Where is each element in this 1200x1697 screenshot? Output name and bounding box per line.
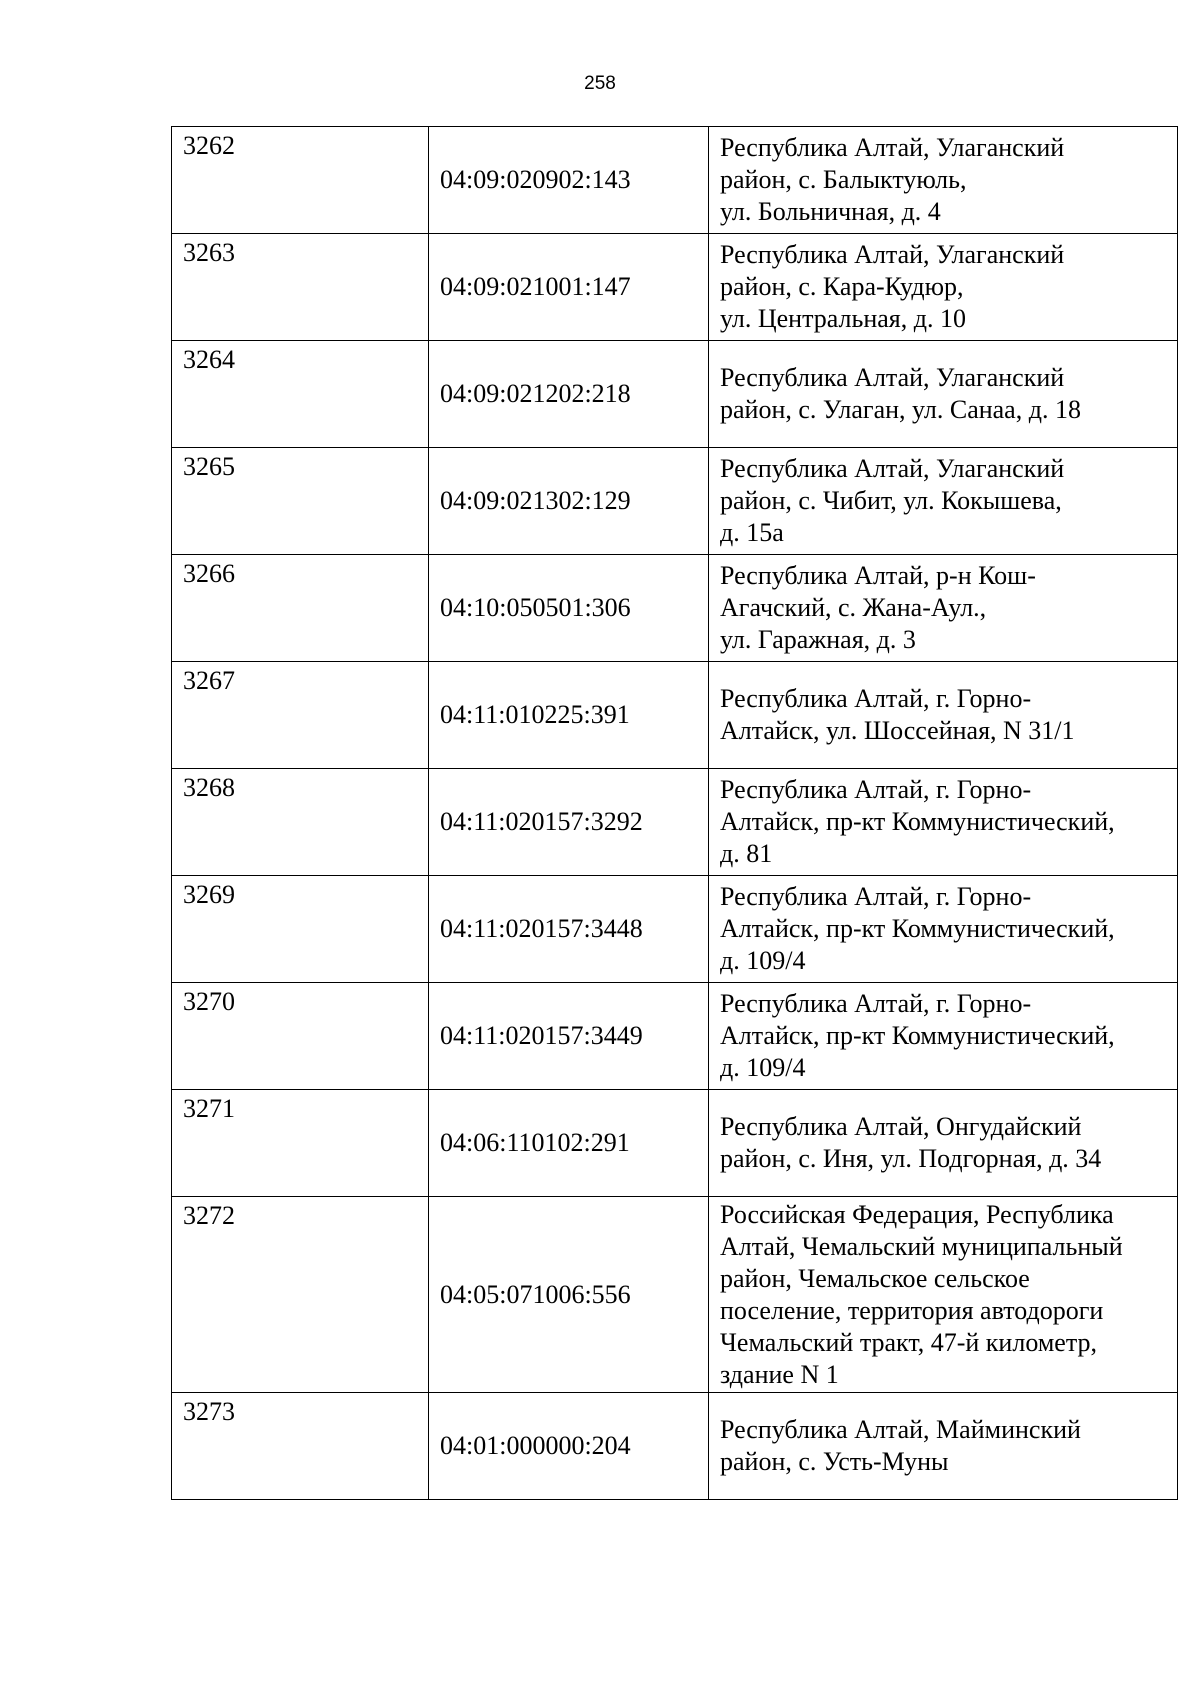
table-row xyxy=(172,555,1178,662)
address-cell xyxy=(709,1393,1178,1500)
address: Российская Федерация, Республика Алтай, Чемальский муниципальный район, Чемальское сельское поселение, территория автодороги Чемальский тракт, 47-й километр, здание N 1 xyxy=(720,1199,1123,1389)
address-cell xyxy=(709,769,1178,876)
cadastral-number: 04:11:020157:3449 xyxy=(440,1021,643,1050)
address: Республика Алтай, Улаганский район, с. Чибит, ул. Кокышева, д. 15а xyxy=(720,454,1065,547)
address-cell xyxy=(709,127,1178,234)
table-row xyxy=(172,341,1178,448)
row-number-cell xyxy=(172,448,429,555)
table-row xyxy=(172,1090,1178,1197)
address-cell xyxy=(709,448,1178,555)
address-cell xyxy=(709,555,1178,662)
table-row xyxy=(172,769,1178,876)
table-row xyxy=(172,1393,1178,1500)
address: Республика Алтай, г. Горно- Алтайск, ул. Шоссейная, N 31/1 xyxy=(720,684,1075,745)
cadastral-number-cell xyxy=(429,127,709,234)
cadastral-number: 04:09:020902:143 xyxy=(440,165,631,194)
cadastral-number-cell xyxy=(429,341,709,448)
table-row xyxy=(172,1197,1178,1393)
address-cell xyxy=(709,1090,1178,1197)
cadastral-number: 04:09:021302:129 xyxy=(440,486,631,515)
row-number: 3269 xyxy=(183,880,235,909)
registry-table-body xyxy=(172,127,1178,1500)
address-cell xyxy=(709,662,1178,769)
address: Республика Алтай, Онгудайский район, с. Иня, ул. Подгорная, д. 34 xyxy=(720,1112,1102,1173)
cadastral-number-cell xyxy=(429,1393,709,1500)
cadastral-number-cell xyxy=(429,662,709,769)
row-number: 3270 xyxy=(183,987,235,1016)
cadastral-number: 04:11:010225:391 xyxy=(440,700,630,729)
row-number: 3273 xyxy=(183,1397,235,1426)
row-number-cell xyxy=(172,234,429,341)
row-number: 3265 xyxy=(183,452,235,481)
cadastral-number-cell xyxy=(429,234,709,341)
row-number: 3267 xyxy=(183,666,235,695)
row-number-cell xyxy=(172,662,429,769)
table-row xyxy=(172,662,1178,769)
row-number: 3271 xyxy=(183,1094,235,1123)
row-number: 3264 xyxy=(183,345,235,374)
cadastral-number: 04:11:020157:3448 xyxy=(440,914,643,943)
row-number-cell xyxy=(172,1393,429,1500)
row-number-cell xyxy=(172,769,429,876)
cadastral-number: 04:09:021001:147 xyxy=(440,272,631,301)
page-number: 258 xyxy=(584,73,616,94)
cadastral-number-cell xyxy=(429,769,709,876)
row-number-cell xyxy=(172,127,429,234)
row-number-cell xyxy=(172,876,429,983)
cadastral-number: 04:05:071006:556 xyxy=(440,1279,631,1309)
cadastral-number: 04:11:020157:3292 xyxy=(440,807,643,836)
row-number-cell xyxy=(172,341,429,448)
address: Республика Алтай, г. Горно- Алтайск, пр-кт Коммунистический, д. 109/4 xyxy=(720,989,1115,1082)
registry-table xyxy=(171,126,1178,1500)
row-number: 3266 xyxy=(183,559,235,588)
address: Республика Алтай, Улаганский район, с. Кара-Кудюр, ул. Центральная, д. 10 xyxy=(720,240,1065,333)
address-cell xyxy=(709,341,1178,448)
table-row xyxy=(172,876,1178,983)
address: Республика Алтай, г. Горно- Алтайск, пр-кт Коммунистический, д. 109/4 xyxy=(720,882,1115,975)
row-number-cell xyxy=(172,1090,429,1197)
table-row xyxy=(172,448,1178,555)
row-number-cell xyxy=(172,555,429,662)
table-row xyxy=(172,127,1178,234)
cadastral-number-cell xyxy=(429,555,709,662)
address-cell xyxy=(709,876,1178,983)
row-number-cell xyxy=(172,983,429,1090)
address: Республика Алтай, Улаганский район, с. Балыктуюль, ул. Больничная, д. 4 xyxy=(720,133,1065,226)
table-row xyxy=(172,234,1178,341)
row-number: 3262 xyxy=(183,131,235,160)
address: Республика Алтай, г. Горно- Алтайск, пр-кт Коммунистический, д. 81 xyxy=(720,775,1115,868)
cadastral-number: 04:01:000000:204 xyxy=(440,1431,631,1460)
cadastral-number: 04:10:050501:306 xyxy=(440,593,631,622)
cadastral-number-cell xyxy=(429,448,709,555)
cadastral-number-cell xyxy=(429,983,709,1090)
address: Республика Алтай, Майминский район, с. Усть-Муны xyxy=(720,1415,1081,1476)
row-number: 3272 xyxy=(183,1201,235,1230)
row-number: 3268 xyxy=(183,773,235,802)
cadastral-number: 04:06:110102:291 xyxy=(440,1128,630,1157)
cadastral-number-cell xyxy=(429,1090,709,1197)
address: Республика Алтай, р-н Кош- Агачский, с. Жана-Аул., ул. Гаражная, д. 3 xyxy=(720,561,1036,654)
address-cell xyxy=(709,983,1178,1090)
cadastral-number-cell xyxy=(429,876,709,983)
cadastral-number-cell xyxy=(429,1197,709,1393)
row-number-cell xyxy=(172,1197,429,1393)
address-cell xyxy=(709,1197,1178,1393)
table-row xyxy=(172,983,1178,1090)
cadastral-number: 04:09:021202:218 xyxy=(440,379,631,408)
row-number: 3263 xyxy=(183,238,235,267)
address-cell xyxy=(709,234,1178,341)
address: Республика Алтай, Улаганский район, с. Улаган, ул. Санаа, д. 18 xyxy=(720,363,1081,424)
